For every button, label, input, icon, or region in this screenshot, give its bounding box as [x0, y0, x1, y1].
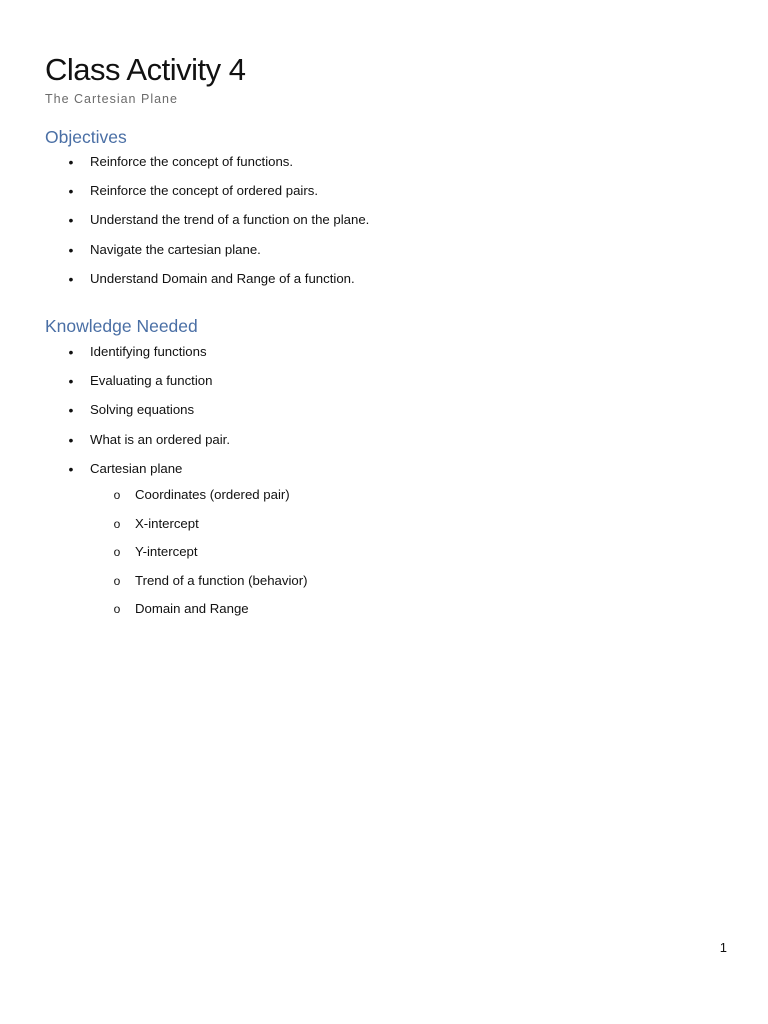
objective-text: Reinforce the concept of functions.	[90, 154, 294, 169]
circle-bullet-icon: o	[113, 545, 121, 559]
knowledge-text: Identifying functions	[90, 344, 207, 359]
knowledge-text: Solving equations	[90, 402, 195, 418]
bullet-icon: •	[68, 431, 74, 448]
sub-item-text: Y-intercept	[135, 544, 198, 559]
sub-item-text: Coordinates (ordered pair)	[135, 487, 290, 502]
objectives-heading: Objectives	[45, 127, 127, 147]
circle-bullet-icon: o	[113, 602, 121, 616]
page-number: 1	[719, 940, 727, 955]
objective-text: Understand Domain and Range of a function.	[90, 270, 355, 286]
document-title: Class Activity 4	[45, 52, 246, 87]
document-subtitle: The Cartesian Plane	[45, 92, 178, 106]
bullet-icon: •	[68, 460, 74, 477]
bullet-icon: •	[68, 402, 74, 419]
circle-bullet-icon: o	[113, 516, 121, 531]
bullet-icon: •	[68, 241, 74, 258]
bullet-icon: •	[68, 183, 74, 200]
bullet-icon: •	[68, 270, 74, 287]
circle-bullet-icon: o	[113, 488, 121, 502]
bullet-icon: •	[68, 154, 74, 170]
sub-item-text: X-intercept	[135, 515, 199, 531]
sub-item-text: Trend of a function (behavior)	[135, 572, 308, 588]
knowledge-text: Cartesian plane	[90, 460, 183, 476]
objective-text: Reinforce the concept of ordered pairs.	[90, 183, 318, 199]
knowledge-text: What is an ordered pair.	[90, 431, 231, 447]
bullet-icon: •	[68, 212, 74, 229]
bullet-icon: •	[68, 373, 74, 390]
knowledge-heading: Knowledge Needed	[45, 316, 198, 336]
sub-item-text: Domain and Range	[135, 601, 249, 616]
objective-text: Understand the trend of a function on the plane.	[90, 212, 370, 228]
objective-text: Navigate the cartesian plane.	[90, 241, 261, 257]
knowledge-text: Evaluating a function	[90, 373, 213, 389]
bullet-icon: •	[68, 344, 74, 360]
circle-bullet-icon: o	[113, 573, 121, 588]
